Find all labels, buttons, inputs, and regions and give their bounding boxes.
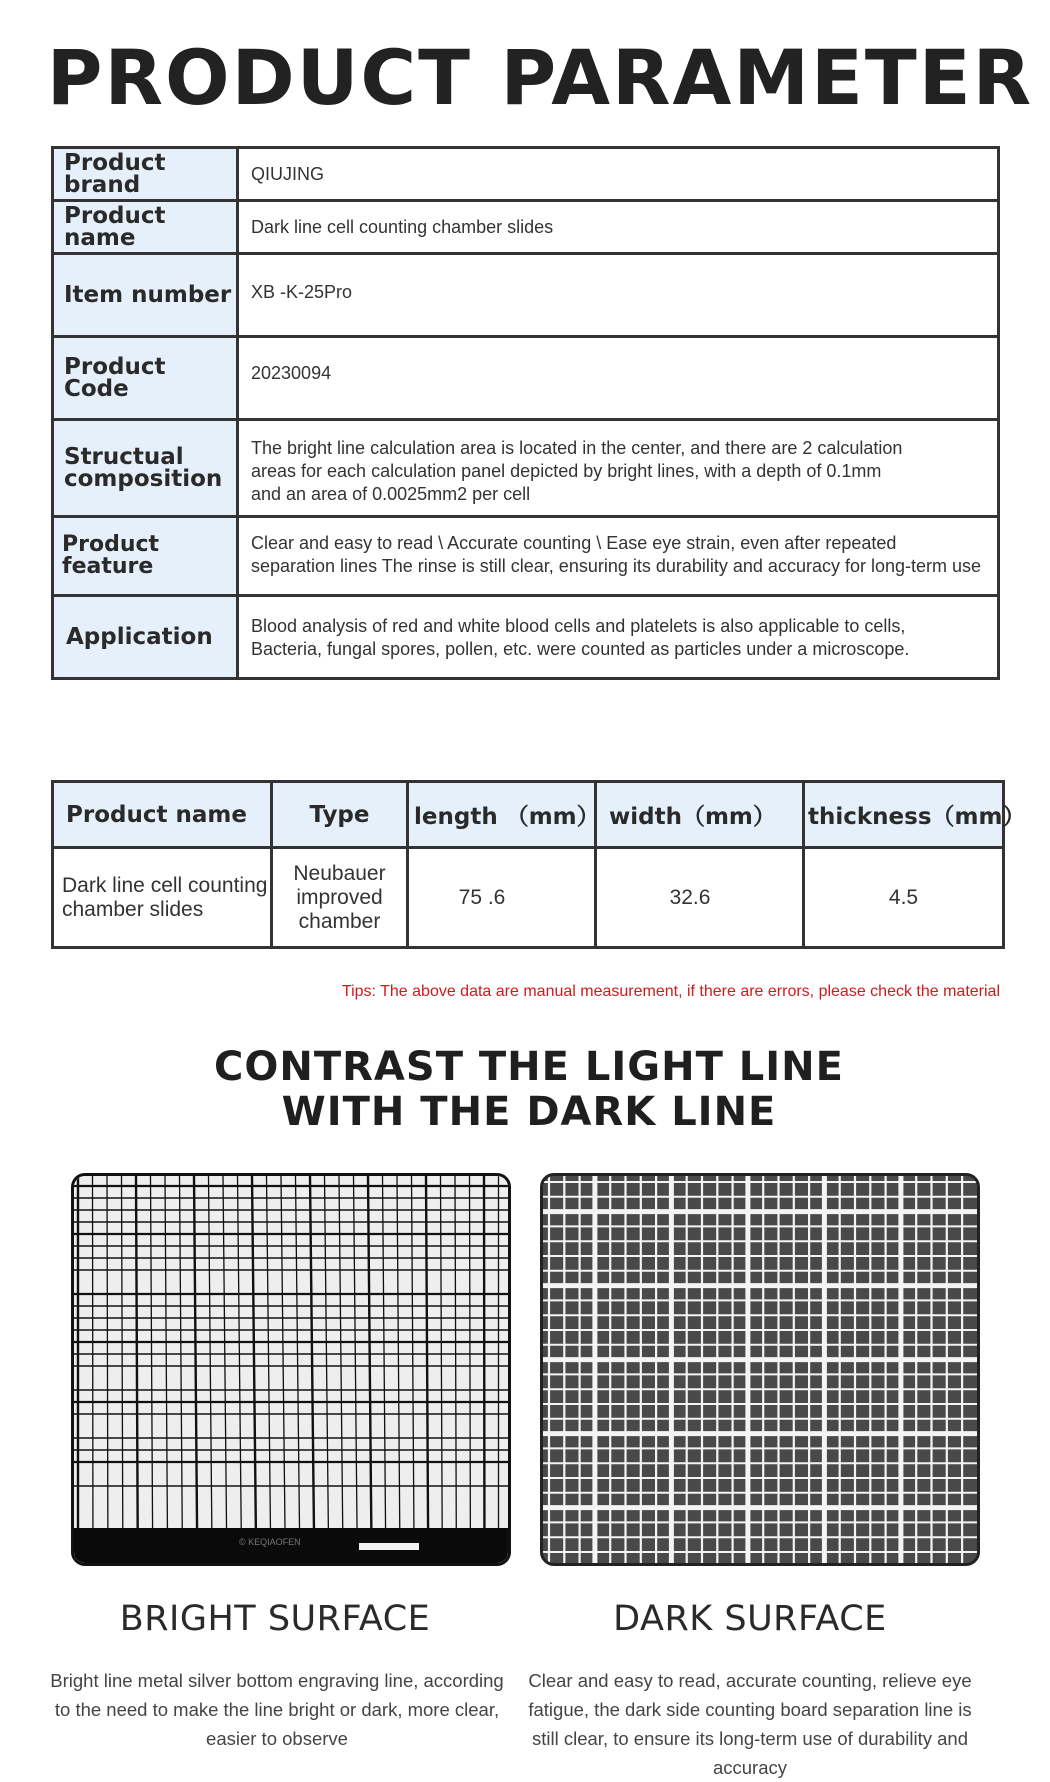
dimension-cell: 32.6	[596, 848, 804, 948]
dimension-header: Type	[272, 782, 408, 848]
param-label: Product Code	[54, 338, 239, 418]
dark-surface-image	[540, 1173, 980, 1566]
param-value: XB -K-25Pro	[239, 255, 997, 335]
bright-watermark: © KEQIAOFEN	[239, 1537, 301, 1547]
param-value: Clear and easy to read \ Accurate counting \ Ease eye strain, even after repeated separation lines The rinse is still clear, ensuring its durability and accuracy for long-term use	[239, 518, 997, 594]
param-value: Dark line cell counting chamber slides	[239, 202, 997, 252]
grid-line	[470, 1176, 471, 1528]
page-title: PRODUCT PARAMETER	[0, 28, 1050, 128]
tips-note: Tips: The above data are manual measurement, if there are errors, please check the material	[342, 983, 1000, 1001]
dimension-header-row	[53, 782, 1004, 848]
param-value: The bright line calculation area is located in the center, and there are 2 calculation areas for each calculation panel depicted by bright lines, with a depth of 0.1mm and an area of 0.0025mm2 per cell	[239, 421, 997, 515]
param-row-structure	[54, 421, 997, 518]
bright-grid-graphic	[74, 1176, 508, 1563]
parameter-table	[51, 146, 1000, 680]
param-label: Item number	[54, 255, 239, 335]
dark-surface-title: DARK SURFACE	[510, 1599, 990, 1639]
dimension-data-row	[53, 848, 1004, 948]
bright-surface-image	[71, 1173, 511, 1566]
param-label: Application	[54, 597, 239, 677]
param-label: Product name	[54, 202, 239, 252]
dark-surface-description: Clear and easy to read, accurate counting, relieve eye fatigue, the dark side counting board separation line is still clear, to ensure its long-term use of durability and accuracy	[515, 1666, 985, 1782]
param-row-application	[54, 597, 997, 677]
contrast-heading-line: CONTRAST THE LIGHT LINE	[8, 1045, 1050, 1090]
param-label: Structual composition	[54, 421, 239, 515]
param-value: QIUJING	[239, 149, 997, 199]
param-label: Product brand	[54, 149, 239, 199]
grid-line	[136, 1176, 138, 1528]
bright-surface-title: BRIGHT SURFACE	[35, 1599, 515, 1639]
dimension-cell: Dark line cell counting chamber slides	[53, 848, 272, 948]
dark-grid-graphic	[543, 1176, 977, 1563]
dimension-cell: Neubauer improved chamber	[272, 848, 408, 948]
dimension-table	[51, 780, 1005, 949]
dimension-header: thickness（mm）	[804, 782, 1004, 848]
param-row-item-number	[54, 255, 997, 338]
dimension-cell: 75 .6	[408, 848, 596, 948]
param-value: Blood analysis of red and white blood cells and platelets is also applicable to cells, Bacteria, fungal spores, pollen, etc. were counted as particles under a microscope.	[239, 597, 997, 677]
param-row-code	[54, 338, 997, 421]
bright-surface-description: Bright line metal silver bottom engraving line, according to the need to make the line bright or dark, more clear, easier to observe	[42, 1666, 512, 1753]
param-row-feature	[54, 518, 997, 597]
dimension-header: width（mm）	[596, 782, 804, 848]
grid-line	[107, 1176, 108, 1528]
dimension-header: length （mm）	[408, 782, 596, 848]
contrast-heading	[0, 1045, 1050, 1135]
dimension-cell: 4.5	[804, 848, 1004, 948]
param-label: Product feature	[54, 518, 239, 594]
contrast-heading-line: WITH THE DARK LINE	[8, 1090, 1050, 1135]
dimension-header: Product name	[53, 782, 272, 848]
param-row-name	[54, 202, 997, 255]
param-value: 20230094	[239, 338, 997, 418]
param-row-brand	[54, 149, 997, 202]
